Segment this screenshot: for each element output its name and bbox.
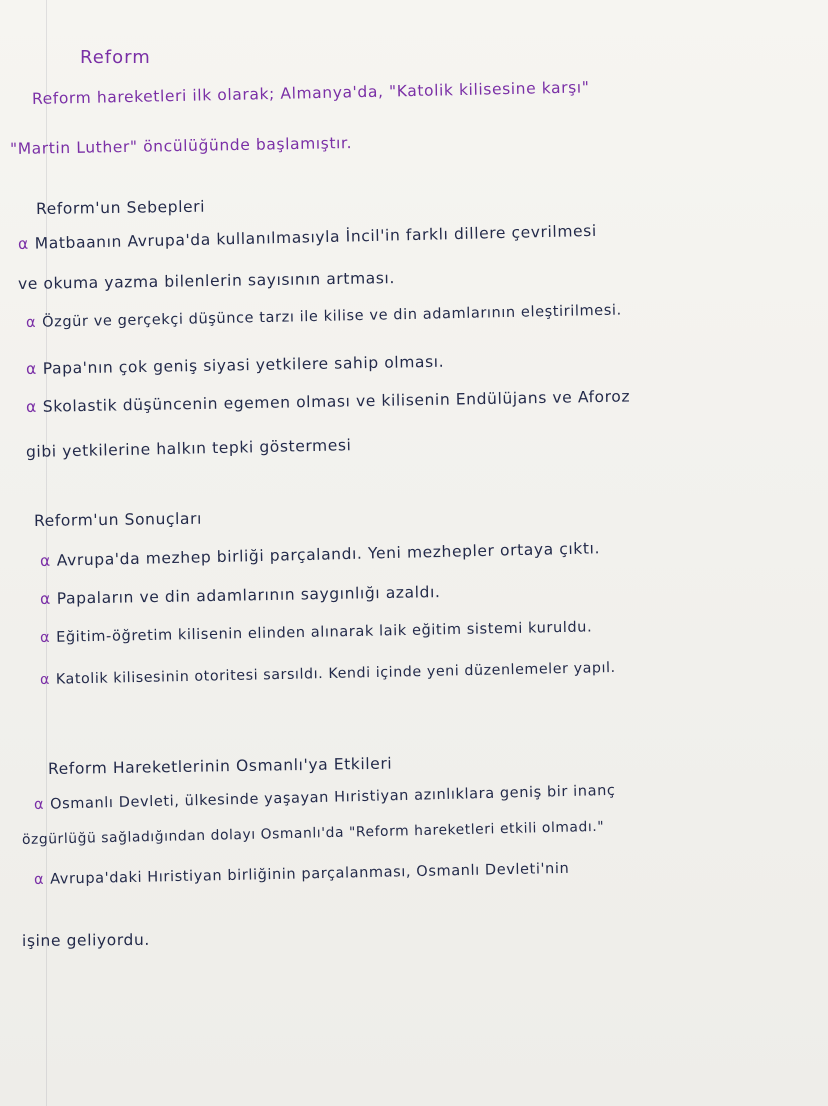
causes-line: ⍺ Skolastik düşüncenin egemen olması ve kilisenin Endülüjans ve Aforoz	[25, 387, 631, 416]
section-heading-results: Reform'un Sonuçları	[33, 509, 203, 530]
intro-line-1: Reform hareketleri ilk olarak; Almanya'da, "Katolik kilisesine karşı"	[31, 78, 590, 108]
page-title: Reform	[80, 47, 151, 68]
causes-line: gibi yetkilerine halkın tepki göstermesi	[25, 436, 352, 461]
results-line: ⍺ Avrupa'da mezhep birliği parçalandı. Yeni mezhepler ortaya çıktı.	[39, 539, 601, 570]
results-line: ⍺ Papaların ve din adamlarının saygınlığı azaldı.	[39, 583, 441, 608]
section-heading-effects: Reform Hareketlerinin Osmanlı'ya Etkileri	[47, 754, 393, 778]
intro-line-2: "Martin Luther" öncülüğünde başlamıştır.	[9, 134, 353, 158]
causes-line: ⍺ Papa'nın çok geniş siyasi yetkilere sahip olması.	[25, 352, 445, 378]
causes-line: ⍺ Özgür ve gerçekçi düşünce tarzı ile kilise ve din adamlarının eleştirilmesi.	[25, 302, 622, 331]
effects-line: işine geliyordu.	[21, 930, 150, 950]
section-heading-causes: Reform'un Sebepleri	[35, 197, 206, 218]
results-line: ⍺ Eğitim-öğretim kilisenin elinden alınarak laik eğitim sistemi kuruldu.	[39, 619, 593, 646]
results-line: ⍺ Katolik kilisesinin otoritesi sarsıldı. Kendi içinde yeni düzenlemeler yapıl.	[39, 659, 616, 688]
effects-line: ⍺ Osmanlı Devleti, ülkesinde yaşayan Hıristiyan azınlıklara geniş bir inanç	[33, 782, 616, 813]
causes-line: ⍺ Matbaanın Avrupa'da kullanılmasıyla İncil'in farklı dillere çevrilmesi	[17, 221, 597, 253]
effects-line: özgürlüğü sağladığından dolayı Osmanlı'da "Reform hareketleri etkili olmadı."	[21, 818, 605, 848]
effects-line: ⍺ Avrupa'daki Hıristiyan birliğinin parçalanması, Osmanlı Devleti'nin	[33, 860, 570, 888]
causes-line: ve okuma yazma bilenlerin sayısının artması.	[17, 269, 396, 293]
